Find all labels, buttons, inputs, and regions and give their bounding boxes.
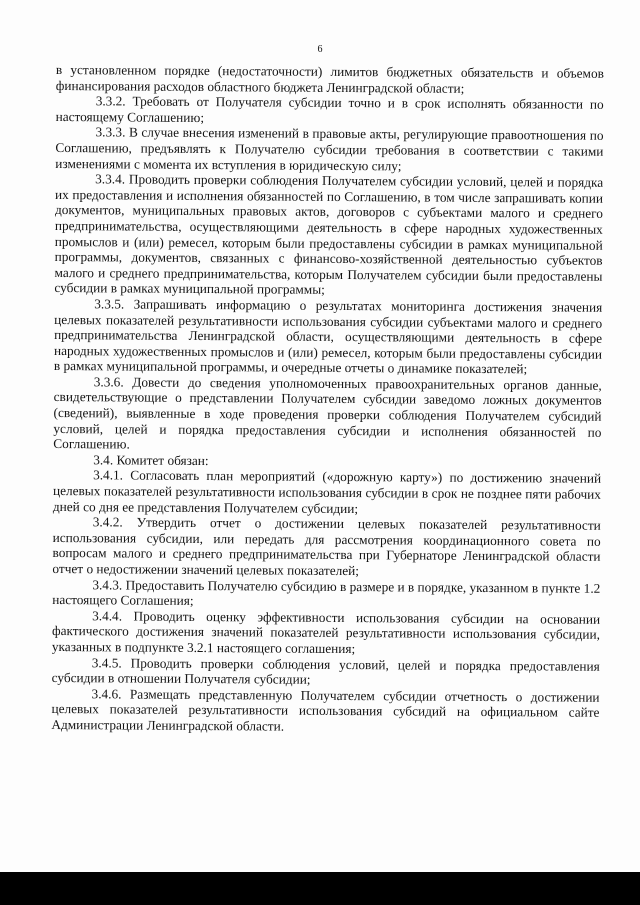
paragraph-3-4-1: 3.4.1. Согласовать план мероприятий («дорожную карту») по достижению значений целевых показателей результативности использования субсидии в срок не позднее пяти рабочих дней со дня ее представления Получателем субсидии; — [52, 467, 602, 516]
paragraph-3-4-4: 3.4.4. Проводить оценку эффективности использования субсидии на основании фактического достижения значений показателей результативности использования субсидии, указанных в подпункте 3.2.1 настоящего соглашения; — [51, 608, 601, 657]
paragraph-3-3-6: 3.3.6. Довести до сведения уполномоченных правоохранительных органов данные, свидетельствующие о представлении Получателем субсидии заведомо ложных документов (сведений), выявленные в ходе проведения проверки соблюдения Получателем субсидий условий, целей и порядка предоставления субсидии и исполнения обязанностей по Соглашению. — [53, 374, 602, 452]
scan-bottom-border — [0, 872, 640, 905]
paragraph-3-3-5: 3.3.5. Запрашивать информацию о результатах мониторинга достижения значения целевых показателей результативности использования субсидии субъектами малого и среднего предпринимательства Ленинградской области, осуществляющими деятельность в сфере народных художественных промыслов и (или) ремесел, которым были предоставлены субсидии в рамках муниципальной программы, и очередные отчеты о динамике показателей; — [53, 296, 603, 377]
paragraph-3-3-4: 3.3.4. Проводить проверки соблюдения Получателем субсидии условий, целей и порядка их предоставления и исполнения обязанностей по Соглашению, в том числе запрашивать копии документов, муниципальных правовых актов, договоров с субъектами малого и среднего предпринимательства, осуществляющими деятельность в сфере народных художественных промыслов и (или) ремесел, которым были предоставлены субсидии в рамках муниципальной программы, документов, связанных с финансово-хозяйственной деятельностью субъектов малого и среднего предпринимательства, которым Получателем субсидии были предоставлены субсидии в рамках муниципальной программы; — [54, 171, 604, 298]
paragraph-continuation: в установленном порядке (недостаточности) лимитов бюджетных обязательств и объемов финансирования расходов областного бюджета Ленинградской области; — [55, 62, 604, 96]
document-body — [51, 62, 604, 736]
paragraph-3-4-5: 3.4.5. Проводить проверки соблюдения условий, целей и порядка предоставления субсидии в отношении Получателя субсидии; — [51, 654, 600, 687]
section-3-4-heading: 3.4. Комитет обязан: — [93, 452, 209, 468]
paragraph-3-4-3: 3.4.3. Предоставить Получателю субсидию в размере и в порядке, указанном в пункте 1.2 настоящего Соглашения; — [52, 576, 601, 609]
page-number: 6 — [317, 44, 323, 55]
paragraph-3-3-3: 3.3.3. В случае внесения изменений в правовые акты, регулирующие правоотношения по Соглашению, предъявлять к Получателю субсидии требования в соответствии с такими изменениями с момента их вступления в юридическую силу; — [55, 124, 604, 173]
paragraph-3-4-6: 3.4.6. Размещать представленную Получателем субсидии отчетность о достижении целевых показателей результативности использования субсидий на официальном сайте Администрации Ленинградской области. — [51, 686, 600, 734]
paragraph-3-3-2: 3.3.2. Требовать от Получателя субсидии точно и в срок исполнять обязанности по настоящему Соглашению; — [55, 93, 604, 125]
paragraph-3-4-2: 3.4.2. Утвердить отчет о достижении целевых показателей результативности использования субсидии, или передать для рассмотрения координационного совета по вопросам малого и среднего предпринимательства при Губернаторе Ленинградской области отчет о недостижении значений целевых показателей; — [52, 514, 601, 579]
